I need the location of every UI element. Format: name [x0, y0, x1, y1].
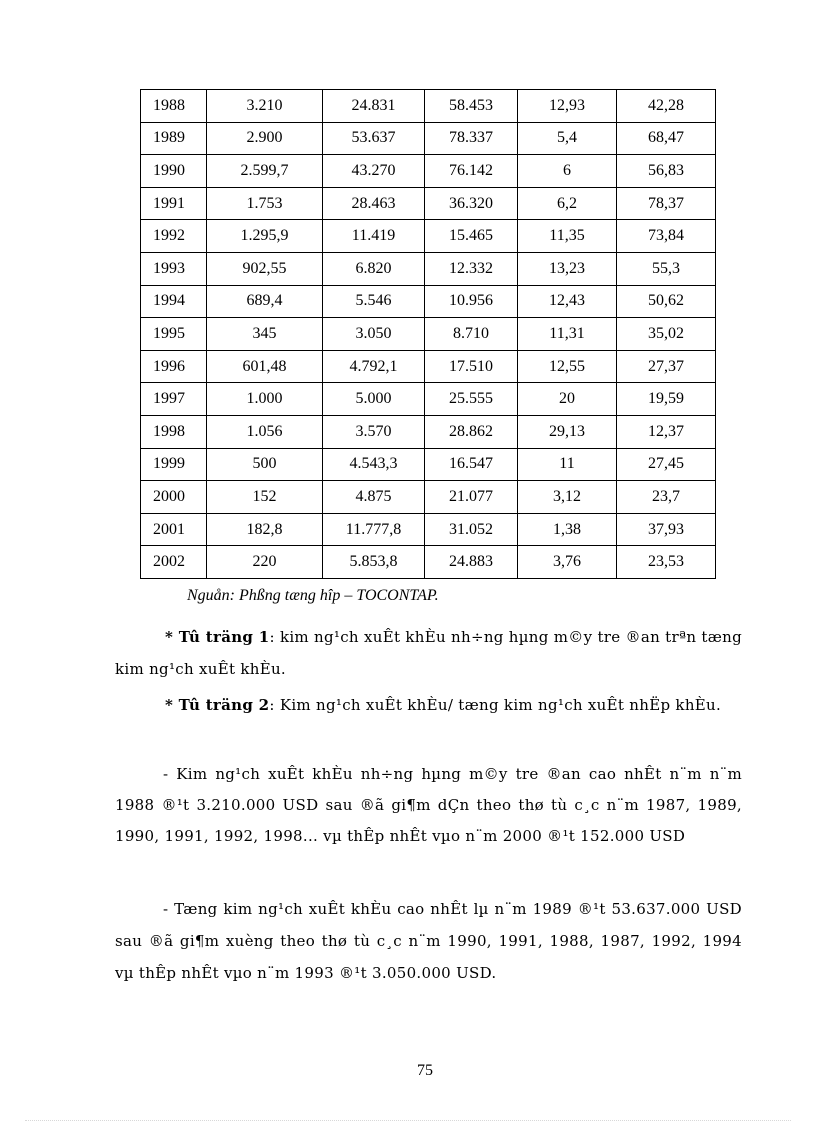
table-cell: 1.753 [207, 187, 323, 220]
table-row [141, 383, 716, 416]
table-cell: 2.599,7 [207, 155, 323, 188]
table-row [141, 122, 716, 155]
table-cell: 24.883 [425, 546, 518, 579]
table-cell: 28.463 [323, 187, 425, 220]
table-cell: 43.270 [323, 155, 425, 188]
table-cell: 17.510 [425, 350, 518, 383]
table-cell: 12,55 [518, 350, 617, 383]
year-cell: 2002 [141, 546, 207, 579]
table-cell: 1.295,9 [207, 220, 323, 253]
table-cell: 27,45 [617, 448, 716, 481]
table-cell: 28.862 [425, 415, 518, 448]
table-row [141, 448, 716, 481]
table-cell: 15.465 [425, 220, 518, 253]
table-cell: 11,31 [518, 318, 617, 351]
table-row [141, 155, 716, 188]
table-cell: 36.320 [425, 187, 518, 220]
table-cell: 25.555 [425, 383, 518, 416]
table-cell: 182,8 [207, 513, 323, 546]
year-cell: 1998 [141, 415, 207, 448]
table-cell: 5.000 [323, 383, 425, 416]
table-cell: 1,38 [518, 513, 617, 546]
table-cell: 5.853,8 [323, 546, 425, 579]
table-row [141, 220, 716, 253]
table-cell: 4.792,1 [323, 350, 425, 383]
table-body [141, 90, 716, 579]
table-cell: 3.050 [323, 318, 425, 351]
table-cell: 56,83 [617, 155, 716, 188]
table-cell: 2.900 [207, 122, 323, 155]
table-cell: 11 [518, 448, 617, 481]
table-cell: 55,3 [617, 252, 716, 285]
year-cell: 1991 [141, 187, 207, 220]
table-cell: 12,43 [518, 285, 617, 318]
export-data-table [140, 89, 716, 579]
table-cell: 78.337 [425, 122, 518, 155]
table-cell: 68,47 [617, 122, 716, 155]
table-row [141, 350, 716, 383]
year-cell: 2001 [141, 513, 207, 546]
table-cell: 3.570 [323, 415, 425, 448]
year-cell: 1990 [141, 155, 207, 188]
ratio-1-label: * Tû träng 1 [165, 628, 270, 646]
year-cell: 1995 [141, 318, 207, 351]
table-cell: 10.956 [425, 285, 518, 318]
table-cell: 601,48 [207, 350, 323, 383]
table-cell: 12,37 [617, 415, 716, 448]
table-cell: 58.453 [425, 90, 518, 123]
year-cell: 1993 [141, 252, 207, 285]
ratio-1-text: : kim ng¹ch xuÊt khÈu nh÷ng hµng m©y tre ®an trªn tæng kim ng¹ch xuÊt khÈu. [115, 628, 743, 678]
table-cell: 345 [207, 318, 323, 351]
table-cell: 11,35 [518, 220, 617, 253]
table-cell: 24.831 [323, 90, 425, 123]
table-cell: 73,84 [617, 220, 716, 253]
table-row [141, 252, 716, 285]
table-cell: 53.637 [323, 122, 425, 155]
table-cell: 6,2 [518, 187, 617, 220]
table-cell: 4.543,3 [323, 448, 425, 481]
table-row [141, 285, 716, 318]
table-row [141, 415, 716, 448]
table-row [141, 513, 716, 546]
table-cell: 3,76 [518, 546, 617, 579]
table-cell: 11.419 [323, 220, 425, 253]
paragraph-ratio-2 [115, 689, 742, 721]
table-cell: 8.710 [425, 318, 518, 351]
table-cell: 23,7 [617, 481, 716, 514]
year-cell: 1992 [141, 220, 207, 253]
table-cell: 29,13 [518, 415, 617, 448]
export-trend-text: - Kim ng¹ch xuÊt khÈu nh÷ng hµng m©y tre ®an cao nhÊt n¨m n¨m 1988 ®¹t 3.210.000 USD sau ®ã gi¶m dÇn theo thø tù c¸c n¨m 1987, 1989, 1990, 1991, 1992, 1998... vµ thÊp nhÊt vµo n¨m 2000 ®¹t 152.000 USD [115, 765, 742, 845]
table-cell: 12.332 [425, 252, 518, 285]
table-cell: 35,02 [617, 318, 716, 351]
table-row [141, 318, 716, 351]
paragraph-ratio-1 [115, 621, 742, 685]
table-cell: 689,4 [207, 285, 323, 318]
bottom-divider [25, 1120, 791, 1121]
table-cell: 23,53 [617, 546, 716, 579]
table-cell: 220 [207, 546, 323, 579]
paragraph-total-trend [115, 893, 742, 989]
table-cell: 6 [518, 155, 617, 188]
table-cell: 902,55 [207, 252, 323, 285]
table-cell: 5.546 [323, 285, 425, 318]
year-cell: 1994 [141, 285, 207, 318]
table-cell: 31.052 [425, 513, 518, 546]
paragraph-export-trend [115, 759, 742, 852]
table-cell: 78,37 [617, 187, 716, 220]
table-row [141, 481, 716, 514]
table-cell: 1.056 [207, 415, 323, 448]
table-cell: 152 [207, 481, 323, 514]
table-row [141, 546, 716, 579]
table-cell: 500 [207, 448, 323, 481]
table-cell: 11.777,8 [323, 513, 425, 546]
ratio-2-label: * Tû träng 2 [165, 696, 270, 714]
table-row [141, 90, 716, 123]
year-cell: 1988 [141, 90, 207, 123]
table-cell: 21.077 [425, 481, 518, 514]
table-cell: 5,4 [518, 122, 617, 155]
table-cell: 12,93 [518, 90, 617, 123]
table-cell: 20 [518, 383, 617, 416]
year-cell: 1997 [141, 383, 207, 416]
total-trend-text: - Tæng kim ng¹ch xuÊt khÈu cao nhÊt lµ n¨m 1989 ®¹t 53.637.000 USD sau ®ã gi¶m xuèng theo thø tù c¸c n¨m 1990, 1991, 1988, 1987, 1992, 1994 vµ thÊp nhÊt vµo n¨m 1993 ®¹t 3.050.000 USD. [115, 900, 742, 982]
source-note: Nguån: Phßng tæng hîp – TOCONTAP. [187, 587, 439, 604]
table-cell: 4.875 [323, 481, 425, 514]
year-cell: 1989 [141, 122, 207, 155]
table-cell: 6.820 [323, 252, 425, 285]
year-cell: 1999 [141, 448, 207, 481]
table-cell: 76.142 [425, 155, 518, 188]
ratio-2-text: : Kim ng¹ch xuÊt khÈu/ tæng kim ng¹ch xuÊt nhËp khÈu. [269, 696, 722, 714]
year-cell: 1996 [141, 350, 207, 383]
year-cell: 2000 [141, 481, 207, 514]
table-cell: 1.000 [207, 383, 323, 416]
page-number: 75 [417, 1062, 433, 1079]
table-cell: 3,12 [518, 481, 617, 514]
table-cell: 16.547 [425, 448, 518, 481]
table-cell: 27,37 [617, 350, 716, 383]
table-cell: 13,23 [518, 252, 617, 285]
table-cell: 19,59 [617, 383, 716, 416]
table-row [141, 187, 716, 220]
table-cell: 42,28 [617, 90, 716, 123]
table-cell: 37,93 [617, 513, 716, 546]
table-cell: 50,62 [617, 285, 716, 318]
table-cell: 3.210 [207, 90, 323, 123]
